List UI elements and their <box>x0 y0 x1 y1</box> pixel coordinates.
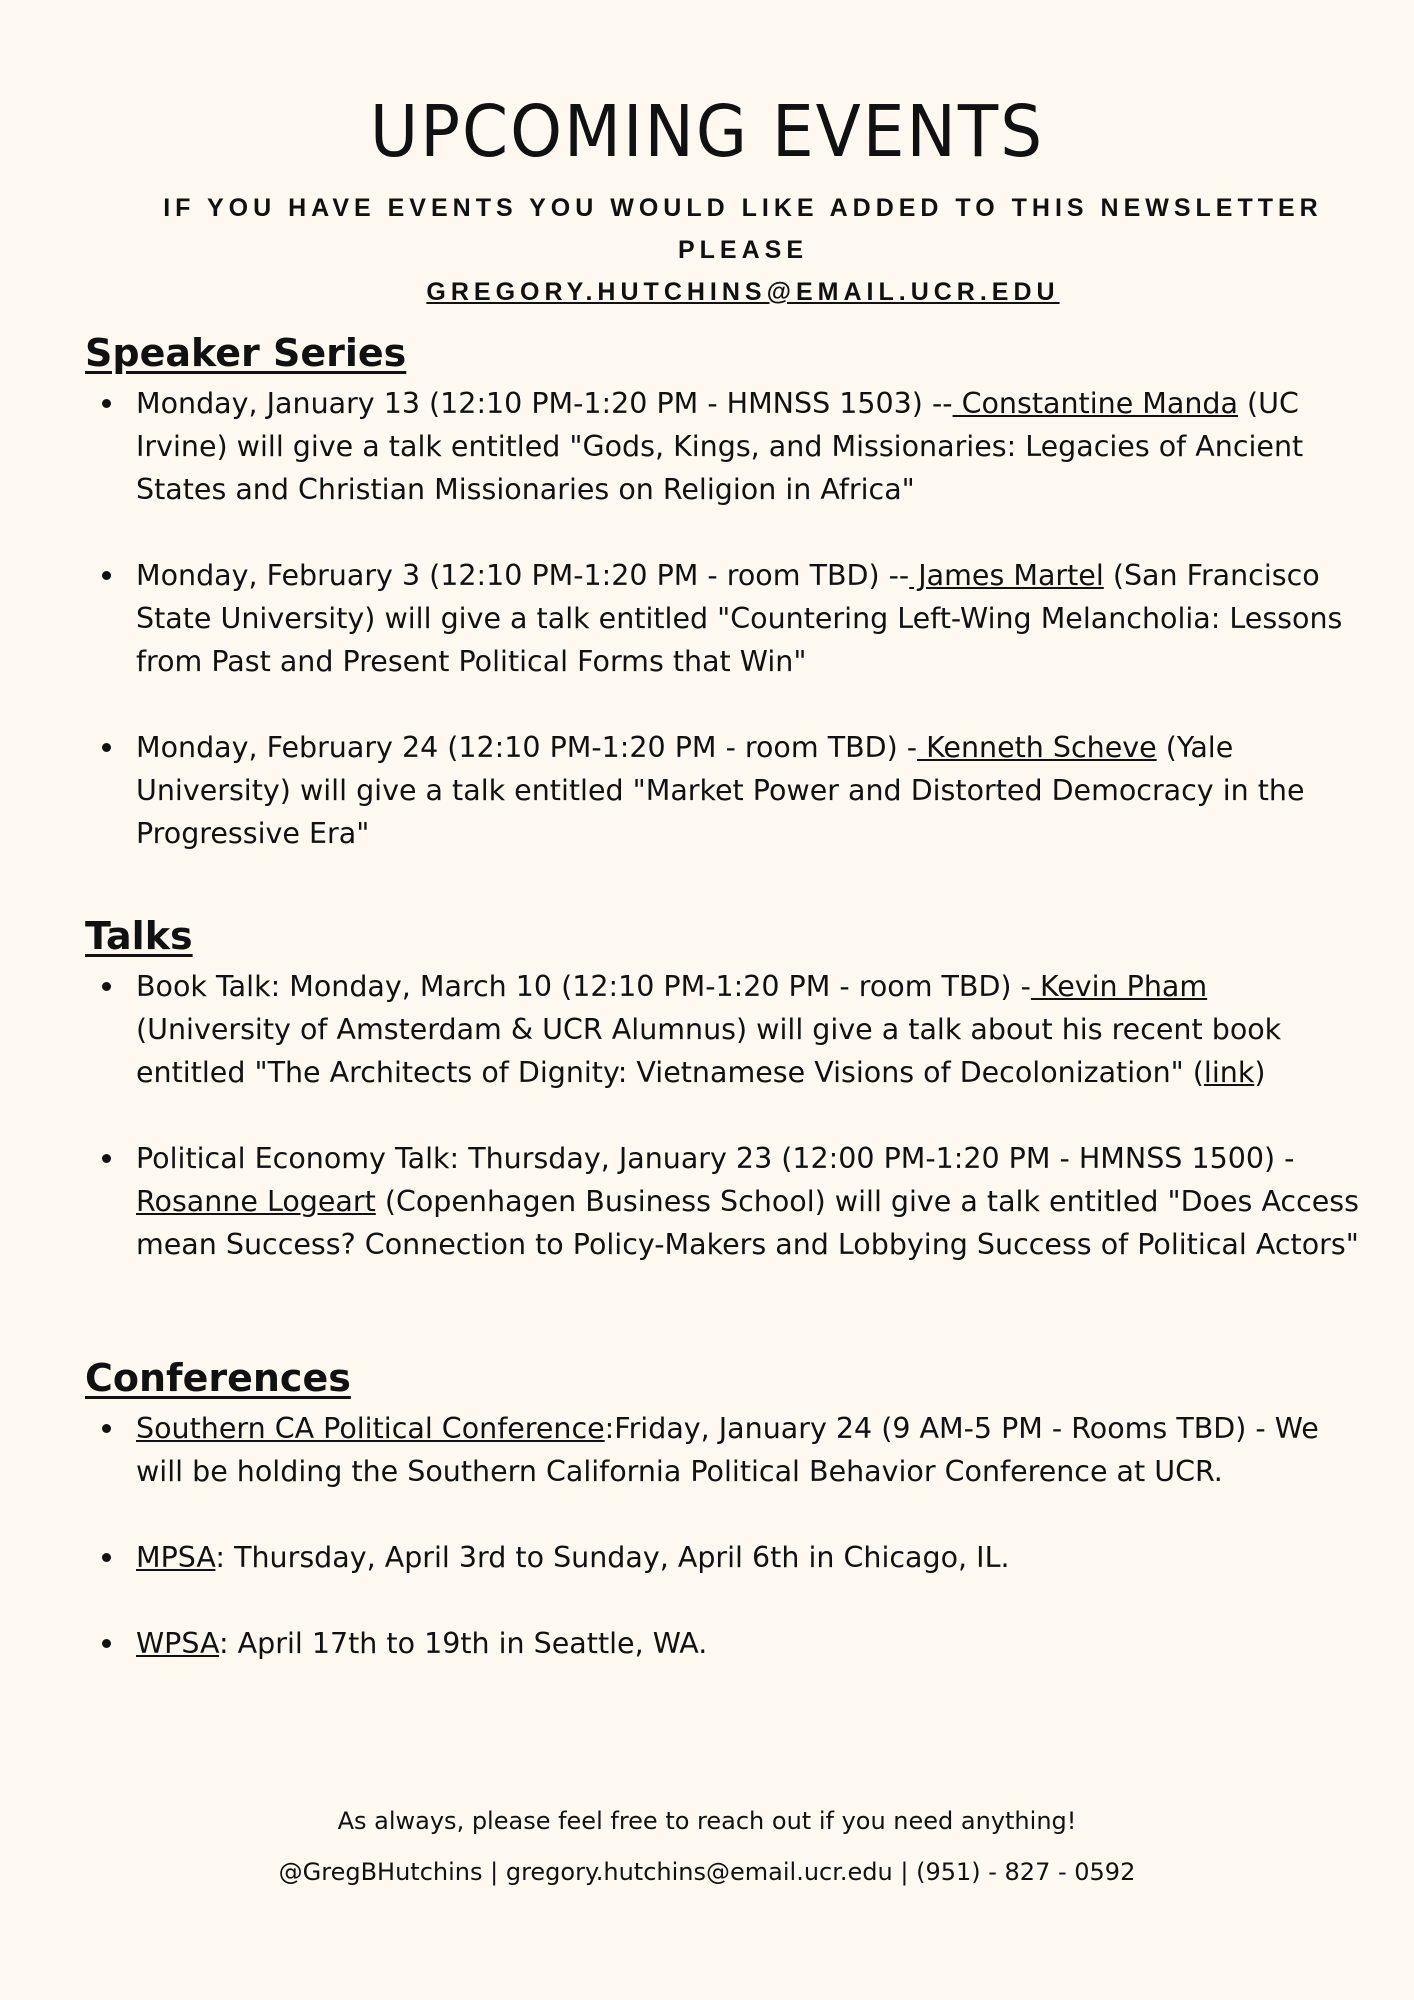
speaker-link-kenneth-scheve[interactable]: Kenneth Scheve <box>917 731 1157 764</box>
footer-contact <box>0 1858 1414 1886</box>
list-item <box>85 1536 1365 1579</box>
speaker-link-constantine-manda[interactable]: Constantine Manda <box>952 387 1238 420</box>
list-item <box>85 1622 1365 1665</box>
conference-link-wpsa[interactable]: WPSA <box>136 1627 219 1660</box>
list-item <box>85 1137 1365 1266</box>
separator: | <box>482 1858 506 1886</box>
conferences-section <box>85 1355 1365 1708</box>
page-title: UPCOMING EVENTS <box>369 89 1045 174</box>
event-details: Monday, February 24 (12:10 PM-1:20 PM - room TBD) - <box>136 731 918 764</box>
conference-details: :Friday, January 24 (9 AM-5 PM - Rooms TBD) - We will be holding the Southern California Political Behavior Conference at UCR. <box>136 1412 1319 1488</box>
event-description: (UC Irvine) will give a talk entitled "Gods, Kings, and Missionaries: Legacies of Ancient States and Christian Missionaries on Religion in Africa" <box>136 387 1304 506</box>
book-link[interactable]: link <box>1203 1056 1255 1089</box>
closing-paren: ) <box>1254 1056 1266 1089</box>
speaker-series-list <box>85 382 1365 855</box>
event-description: (Yale University) will give a talk entitled "Market Power and Distorted Democracy in the Progressive Era" <box>136 731 1305 850</box>
speaker-link-james-martel[interactable]: James Martel <box>909 559 1104 592</box>
conference-details: : April 17th to 19th in Seattle, WA. <box>218 1627 708 1660</box>
speaker-series-section <box>85 330 1365 898</box>
talks-list <box>85 965 1365 1266</box>
conference-details: : Thursday, April 3rd to Sunday, April 6th in Chicago, IL. <box>215 1541 1010 1574</box>
list-item <box>85 726 1365 855</box>
separator: | <box>892 1858 917 1886</box>
footer-phone: (951) - 827 - 0592 <box>916 1858 1136 1886</box>
newsletter-request <box>118 187 1368 313</box>
event-details: Monday, February 3 (12:10 PM-1:20 PM - room TBD) -- <box>136 559 910 592</box>
event-details: Political Economy Talk: Thursday, January 23 (12:00 PM-1:20 PM - HMNSS 1500) - <box>136 1142 1295 1175</box>
list-item <box>85 965 1365 1094</box>
conference-link-southern-ca[interactable]: Southern CA Political Conference <box>136 1412 605 1445</box>
event-description: (Copenhagen Business School) will give a talk entitled "Does Access mean Success? Connection to Policy-Makers and Lobbying Success of Political Actors" <box>136 1185 1360 1261</box>
footer-message: As always, please feel free to reach out if you need anything! <box>337 1807 1077 1835</box>
list-item <box>85 382 1365 511</box>
event-details: Book Talk: Monday, March 10 (12:10 PM-1:20 PM - room TBD) - <box>136 970 1031 1003</box>
conference-link-mpsa[interactable]: MPSA <box>136 1541 216 1574</box>
twitter-handle[interactable]: @GregBHutchins <box>278 1858 483 1886</box>
speaker-series-heading: Speaker Series <box>85 331 407 375</box>
conferences-list <box>85 1407 1365 1665</box>
request-email-link[interactable]: GREGORY.HUTCHINS@EMAIL.UCR.EDU <box>426 278 1060 306</box>
request-text: IF YOU HAVE EVENTS YOU WOULD LIKE ADDED TO THIS NEWSLETTER PLEASE <box>163 194 1323 264</box>
conferences-heading: Conferences <box>85 1356 351 1400</box>
event-description: (University of Amsterdam & UCR Alumnus) will give a talk about his recent book entitled "The Architects of Dignity: Vietnamese Visions of Decolonization" ( <box>136 1013 1282 1089</box>
footer-email[interactable]: gregory.hutchins@email.ucr.edu <box>505 1858 893 1886</box>
speaker-link-rosanne-logeart[interactable]: Rosanne Logeart <box>136 1185 376 1218</box>
event-details: Monday, January 13 (12:10 PM-1:20 PM - HMNSS 1503) -- <box>136 387 953 420</box>
list-item <box>85 1407 1365 1493</box>
list-item <box>85 554 1365 683</box>
speaker-link-kevin-pham[interactable]: Kevin Pham <box>1030 970 1208 1003</box>
talks-heading: Talks <box>85 914 193 958</box>
event-description: (San Francisco State University) will give a talk entitled "Countering Left-Wing Melancholia: Lessons from Past and Present Political Forms that Win" <box>136 559 1343 678</box>
talks-section <box>85 913 1365 1309</box>
